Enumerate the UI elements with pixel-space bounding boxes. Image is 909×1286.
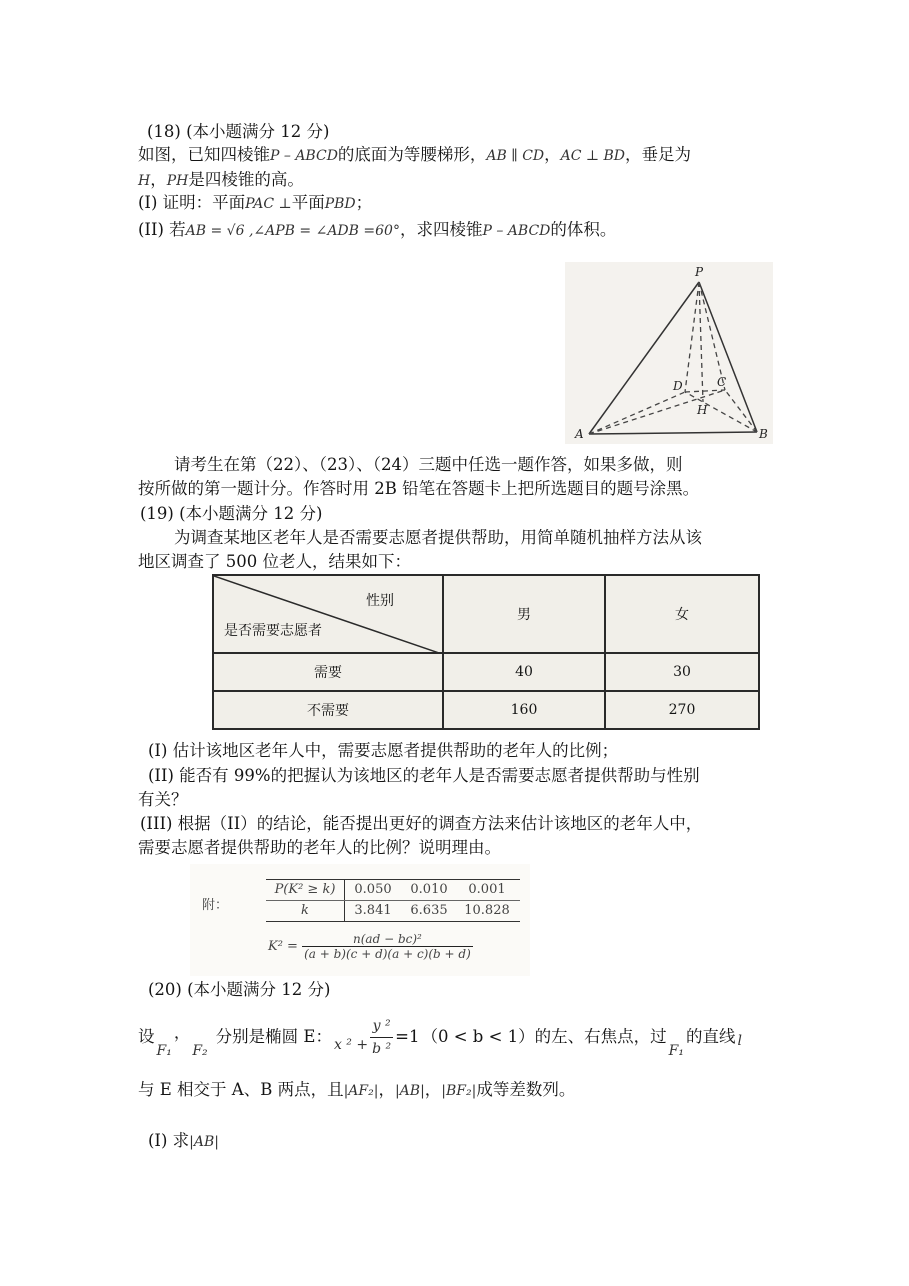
row-label: P(K² ≥ k) — [266, 880, 345, 900]
q18-math: PH — [166, 173, 189, 189]
formula-numerator: n(ad − bc)² — [302, 932, 473, 947]
q20-math: |AB| — [189, 1134, 219, 1150]
q18-header: (18) (本小题满分 12 分) — [147, 122, 330, 141]
q19-stem-line2: 地区调查了 500 位老人，结果如下： — [138, 552, 411, 571]
edge-pb — [699, 282, 757, 432]
q18-text: 平面 — [291, 193, 325, 212]
q18-part2 — [138, 219, 616, 242]
q18-math: H — [138, 173, 151, 189]
q19-part1: (I) 估计该地区老年人中，需要志愿者提供帮助的老年人的比例； — [148, 741, 619, 760]
row-label: k — [266, 901, 345, 921]
q20-math-f1: F₁ — [668, 1043, 684, 1059]
table-cell: 10.828 — [464, 903, 510, 918]
corner-diagonal — [214, 576, 442, 654]
table-cell: 0.050 — [354, 882, 392, 897]
edge-pa — [589, 282, 699, 434]
q20-part1 — [148, 1130, 219, 1153]
survey-table — [212, 574, 760, 730]
label-c: C — [717, 375, 727, 389]
table-row — [266, 880, 520, 901]
q18-stem-line2 — [138, 169, 304, 192]
q19-header: (19) (本小题满分 12 分) — [140, 504, 323, 523]
q20-text: (I) 求 — [148, 1131, 190, 1150]
q18-text: ， — [544, 145, 561, 164]
pyramid-figure — [565, 262, 773, 444]
q19-stem-line1: 为调查某地区老年人是否需要志愿者提供帮助，用简单随机抽样方法从该 — [174, 528, 702, 547]
label-b: B — [759, 427, 768, 441]
table-corner-cell — [213, 575, 443, 653]
q20-line1 — [138, 1015, 742, 1059]
header-gender: 性别 — [366, 593, 394, 609]
q20-math: |BF₂| — [441, 1083, 477, 1099]
header-needs-volunteer: 是否需要志愿者 — [224, 623, 322, 639]
table-row — [266, 901, 520, 921]
ellipse-numerator: y ² — [370, 1015, 393, 1038]
q20-math: |AB| — [394, 1083, 425, 1099]
instruction-line2: 按所做的第一题计分。作答时用 2B 铅笔在答题卡上把所选题目的题号涂黑。 — [138, 479, 700, 498]
formula-fraction — [302, 932, 473, 961]
q18-math: AB ∥ CD — [486, 148, 545, 164]
q19-part2-line2: 有关？ — [138, 790, 188, 809]
q20-math: x ² + — [333, 1037, 369, 1053]
q18-text: ，垂足为 — [625, 145, 692, 164]
table-cell: 0.010 — [410, 882, 448, 897]
ellipse-denominator: b ² — [372, 1040, 392, 1057]
q18-part1 — [138, 192, 372, 215]
q19-part3-line2: 需要志愿者提供帮助的老年人的比例？说明理由。 — [138, 838, 501, 857]
q18-math: PAC ⊥ — [245, 196, 292, 212]
q18-text: 如图，已知四棱锥 — [138, 145, 270, 164]
q20-text: 的直线 — [685, 1027, 736, 1046]
row-label: 不需要 — [213, 691, 443, 729]
ellipse-fraction — [370, 1015, 393, 1060]
formula-lhs: K² = — [268, 939, 298, 954]
edge-ab — [589, 432, 757, 434]
label-d: D — [673, 379, 683, 393]
diagonal-bd — [685, 392, 757, 432]
q18-text: 是四棱锥的高。 — [188, 170, 304, 189]
q19-part3-line1: (III) 根据（II）的结论，能否提出更好的调查方法来估计该地区的老年人中， — [140, 814, 703, 833]
q18-text: 的体积。 — [550, 220, 617, 239]
q20-text: ， — [378, 1080, 395, 1099]
q18-math: P – ABCD — [482, 223, 551, 239]
q18-math: AB = √6 ,∠APB = ∠ADB = — [185, 223, 376, 239]
table-cell: 40 — [443, 653, 605, 691]
q20-text: 设 — [138, 1027, 155, 1046]
edge-bc — [725, 390, 757, 432]
table-row — [213, 691, 759, 729]
q20-math-f2: F₂ — [192, 1043, 208, 1059]
q20-line2 — [138, 1079, 575, 1102]
q18-text: (I) 证明：平面 — [138, 193, 246, 212]
q20-text: =1 — [395, 1027, 420, 1046]
header-male: 男 — [443, 575, 605, 653]
label-h: H — [697, 403, 708, 417]
q20-text: ， — [424, 1080, 442, 1099]
table-cell: 160 — [443, 691, 605, 729]
chi-square-formula — [268, 932, 473, 961]
table-cell: 270 — [605, 691, 759, 729]
q20-text: 与 E 相交于 A、B 两点，且 — [138, 1080, 344, 1099]
table-cell: 30 — [605, 653, 759, 691]
q20-text: ， — [173, 1023, 191, 1042]
instruction-line1: 请考生在第（22）、（23）、（24）三题中任选一题作答，如果多做，则 — [174, 455, 683, 474]
q18-text: 的底面为等腰梯形， — [337, 145, 487, 164]
q18-text: (II) 若 — [138, 220, 186, 239]
label-p: P — [695, 265, 704, 279]
q20-math-l: l — [737, 1033, 742, 1049]
q20-text: 分别是椭圆 E： — [215, 1027, 332, 1046]
q18-math: PBD — [324, 196, 356, 212]
q18-math: P – ABCD — [270, 148, 338, 164]
table-cell: 3.841 — [354, 903, 392, 918]
formula-denominator: (a + b)(c + d)(a + c)(b + d) — [304, 947, 471, 961]
q18-stem-line1 — [138, 144, 691, 167]
edge-ph — [699, 282, 703, 402]
label-a: A — [575, 427, 584, 441]
q20-text: 成等差数列。 — [476, 1080, 576, 1099]
q20-text: （0 < b < 1）的左、右焦点，过 — [421, 1027, 667, 1046]
reference-prefix: 附： — [202, 898, 229, 913]
edge-pc — [699, 282, 725, 390]
q20-math-f1: F₁ — [156, 1043, 172, 1059]
q18-text: ，求四棱锥 — [399, 220, 483, 239]
header-female: 女 — [605, 575, 759, 653]
q19-part2-line1: (II) 能否有 99%的把握认为该地区的老年人是否需要志愿者提供帮助与性别 — [148, 766, 700, 785]
q18-text: ； — [355, 193, 373, 212]
q20-math: |AF₂| — [343, 1083, 379, 1099]
q18-text: ， — [150, 170, 167, 189]
critical-value-table — [266, 879, 520, 922]
table-row — [213, 653, 759, 691]
reference-box — [190, 864, 530, 976]
table-header-row — [213, 575, 759, 653]
q18-math: 60° — [375, 223, 400, 239]
q20-header: (20) (本小题满分 12 分) — [148, 980, 331, 999]
row-label: 需要 — [213, 653, 443, 691]
table-cell: 6.635 — [410, 903, 448, 918]
q18-math: AC ⊥ BD — [560, 148, 626, 164]
table-cell: 0.001 — [468, 882, 506, 897]
